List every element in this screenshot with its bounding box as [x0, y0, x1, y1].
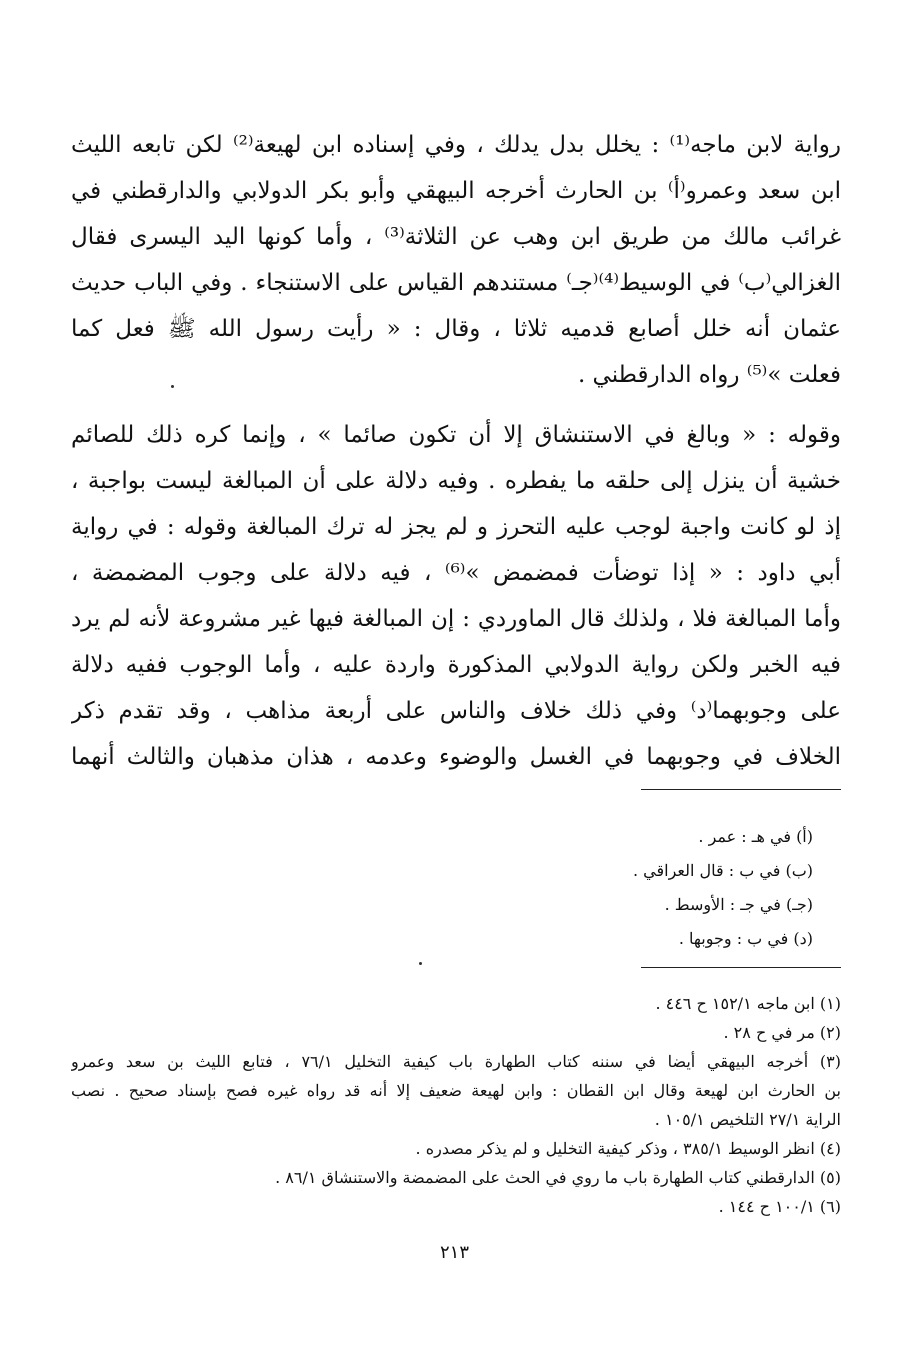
- paragraph: [71, 122, 841, 398]
- text-line: وقوله : « وبالغ في الاستنشاق إلا أن تكون صائما » ، وإنما كره ذلك للصائم: [71, 422, 841, 448]
- page-number: ٢١٣: [439, 1242, 469, 1263]
- paragraph: [71, 412, 841, 780]
- text-line: خشية أن ينزل إلى حلقه ما يفطره . وفيه دلالة على أن المبالغة ليست بواجبة ،: [71, 468, 841, 494]
- print-speck: [419, 962, 422, 965]
- footnote: (٢) مر في ح ٢٨ .: [723, 1023, 841, 1042]
- text-line: عثمان أنه خلل أصابع قدميه ثلاثا ، وقال : « رأيت رسول الله ﷺ فعل كما: [71, 316, 841, 342]
- footnote-separator: [641, 967, 841, 968]
- variant-note: (ب) في ب : قال العراقي .: [632, 861, 813, 880]
- variant-note: (د) في ب : وجوبها .: [678, 929, 813, 948]
- print-speck: [171, 385, 174, 388]
- text-line: ابن سعد وعمرو⁽أ⁾ بن الحارث أخرجه البيهقي وأبو بكر الدولابي والدارقطني في: [71, 178, 841, 204]
- footnote: (٣) أخرجه البيهقي أيضا في سننه كتاب الطهارة باب كيفية التخليل ٧٦/١ ، فتابع الليث بن سعد وعمرو: [71, 1052, 841, 1071]
- text-line: وأما المبالغة فلا ، ولذلك قال الماوردي : إن المبالغة فيها غير مشروعة لأنه لم يرد: [71, 606, 841, 632]
- text-line: الخلاف في وجوبهما في الغسل والوضوء وعدمه ، هذان مذهبان والثالث أنهما: [71, 744, 841, 770]
- text-line: رواية لابن ماجه⁽¹⁾ : يخلل بدل يدلك ، وفي إسناده ابن لهيعة⁽²⁾ لكن تابعه الليث: [71, 132, 841, 158]
- variant-notes: [313, 820, 813, 956]
- paragraph-gap: [71, 398, 841, 412]
- text-line: فعلت »⁽⁵⁾ رواه الدارقطني .: [577, 362, 841, 388]
- text-line: إذ لو كانت واجبة لوجب عليه التحرز و لم يجز له ترك المبالغة وقوله : في رواية: [71, 514, 841, 540]
- text-line: غرائب مالك من طريق ابن وهب عن الثلاثة⁽³⁾ ، وأما كونها اليد اليسرى فقال: [71, 224, 841, 250]
- text-line: أبي داود : « إذا توضأت فمضمض »⁽⁶⁾ ، فيه دلالة على وجوب المضمضة ،: [71, 560, 841, 586]
- variant-note: (جـ) في جـ : الأوسط .: [664, 895, 813, 914]
- text-line: على وجوبهما⁽د⁾ وفي ذلك خلاف والناس على أربعة مذاهب ، وقد تقدم ذكر: [71, 698, 841, 724]
- footnote-continuation: الراية ٢٧/١ التلخيص ١٠٥/١ .: [654, 1110, 841, 1129]
- text-line: الغزالي⁽ب⁾ في الوسيط⁽⁴⁾⁽جـ⁾ مستندهم القياس على الاستنجاء . وفي الباب حديث: [71, 270, 841, 296]
- footnote: (١) ابن ماجه ١٥٢/١ ح ٤٤٦ .: [655, 994, 841, 1013]
- footnote-separator: [641, 789, 841, 790]
- footnote: (٥) الدارقطني كتاب الطهارة باب ما روي في الحث على المضمضة والاستنشاق ٨٦/١ .: [275, 1168, 841, 1187]
- variant-note: (أ) في هـ : عمر .: [698, 827, 813, 846]
- footnotes: [71, 989, 841, 1221]
- text-line: فيه الخبر ولكن رواية الدولابي المذكورة واردة عليه ، وأما الوجوب ففيه دلالة: [71, 652, 841, 678]
- main-text: [71, 122, 841, 780]
- footnote: (٤) انظر الوسيط ٣٨٥/١ ، وذكر كيفية التخليل و لم يذكر مصدره .: [415, 1139, 841, 1158]
- footnote: (٦) ١٠٠/١ ح ١٤٤ .: [718, 1197, 841, 1216]
- footnote-continuation: بن الحارث ابن لهيعة وقال ابن القطان : وابن لهيعة ضعيف إلا أنه قد رواه غيره فصح بإسناد صحيح . نصب: [71, 1081, 841, 1100]
